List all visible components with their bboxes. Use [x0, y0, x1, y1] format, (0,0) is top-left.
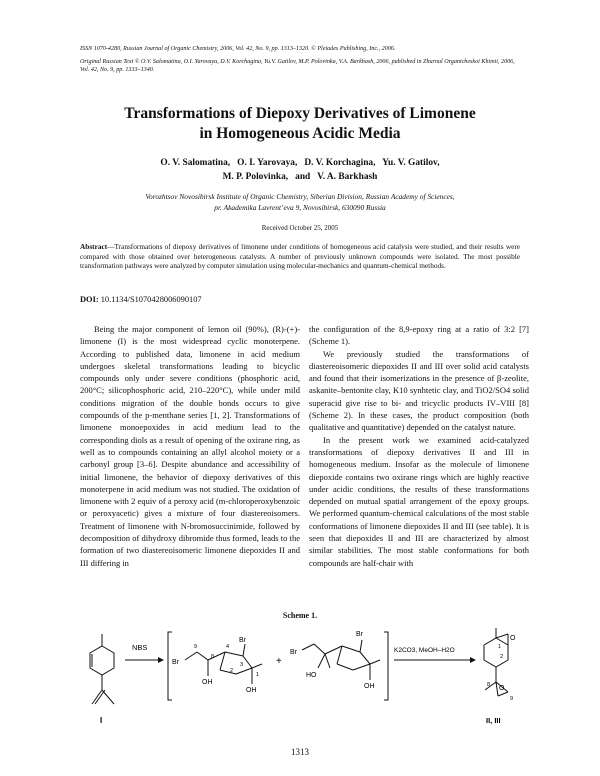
atom-number: 9: [510, 696, 514, 702]
right-column: [309, 323, 529, 569]
atom-o: O: [510, 635, 516, 642]
title-line-1: Transformations of Diepoxy Derivatives of Limonene: [124, 105, 476, 122]
atom-number: 3: [240, 662, 244, 668]
affiliation: [70, 192, 530, 213]
atom-br: Br: [356, 631, 363, 638]
atom-br: Br: [239, 637, 246, 644]
authors-line-1: O. V. Salomatina, O. I. Yarovaya, D. V. Korchagina, Yu. V. Gatilov,: [160, 158, 440, 168]
body-paragraph: the configuration of the 8,9-epoxy ring at a ratio of 3:2 [7] (Scheme 1).: [309, 324, 529, 347]
affiliation-line-1: Vorozhtsov Novosibirsk Institute of Organic Chemistry, Siberian Division, Russian Academy of Sciences,: [145, 192, 455, 201]
authors-line-2: M. P. Polovinka, and V. A. Barkhash: [222, 172, 378, 182]
reagent-nbs: NBS: [132, 643, 148, 652]
atom-oh: OH: [202, 679, 213, 686]
body-paragraph: We previously studied the transformations of diastereoisomeric diepoxides II and III over solid acid catalysts and found that their isomerizations in the presence of β-zeolite, askanite–bentonite clay, K10 synhtetic clay, and TiO2/SO4 solid superacid give rise to bi- and tricyclic products IV–VIII [8] (Scheme 2). In these cases, the product composition (both qualitative and quantitative) depended on the catalyst nature.: [309, 348, 529, 433]
doi-label: DOI:: [80, 295, 99, 304]
affiliation-line-2: pr. Akademika Lavrent’eva 9, Novosibirsk, 630090 Russia: [214, 202, 386, 212]
atom-number: 2: [500, 654, 504, 660]
body-paragraph: Being the major component of lemon oil (90%), (R)-(+)-limonene (I) is the most widespread cyclic monoterpene. According to published data, limonene in acid medium undergoes skeletal transformations leading to bicyclic compounds only under severe conditions (phosphoric acid, 200°C; silicophosphoric acid, 210–220°C), while under mild conditions migration of the double bonds occurs to give compounds of the p-menthane series [1, 2]. Transformations of limonene monoepoxides in acid medium lead to the corresponding diols as a result of opening of the oxirane ring, as well as to compounds containing an allyl alcohol moiety or a carbonyl group [3–6]. Despite abundance and accessibility of initial limonene, the behavior of diepoxy derivatives of this monoterpene in acid medium was not studied. The oxidation of limonene with 2 equiv of a peroxy acid (m-chloroperoxybenzoic or peroxyacetic) gives a mixture of four diastereoisomers. Treatment of limonene with N-bromosuccinimide, followed by decomposition of dihydroxy dibromide thus formed, leads to the formation of two diastereoisomeric limonene diepoxides II and III differing in: [80, 324, 300, 568]
atom-number: 1: [256, 672, 260, 678]
right-bracket: [384, 632, 388, 700]
atom-ho: HO: [306, 672, 317, 679]
article-title: [60, 104, 540, 144]
atom-br: Br: [172, 659, 179, 666]
title-line-2: in Homogeneous Acidic Media: [199, 125, 401, 142]
limonene-structure: [90, 634, 114, 704]
left-bracket: [168, 632, 172, 700]
original-text-line: Original Russian Text © O.V. Salomatina, O.I. Yarovaya, D.V. Korchagina, Yu.V. Gatilov, M.P. Polovinka, V.A. Barkhash, 2006, published in Zhurnal Organicheskoi Khimii, 2006, Vol. 42, No. 9, pp. 1333–1340.: [80, 59, 515, 74]
doi-link[interactable]: 10.1134/S1070428006090107: [100, 295, 202, 304]
atom-br: Br: [290, 649, 297, 656]
doi-line: [80, 295, 520, 304]
arrow-head-1: [158, 657, 164, 663]
atom-number: 9: [194, 644, 198, 650]
atom-oh: OH: [364, 683, 375, 690]
atom-number: 8: [487, 682, 491, 688]
bromohydrin-structure-1: [185, 644, 262, 684]
received-date: Received October 25, 2005: [261, 224, 339, 232]
arrow-head-2: [470, 657, 476, 663]
atom-number: 2: [230, 668, 234, 674]
body-paragraph: In the present work we examined acid-catalyzed transformations of diepoxy derivatives II and III in homogeneous medium. Insofar as the molecule of limonene diepoxide contains two oxirane rings which are highly reactive under acidic conditions, the results of these transformations depended on mutual spatial arrangement of the epoxy groups. We performed quantum-chemical calculations of the most stable conformations of limonene diepoxides II and III (see table). It is seen that diepoxides II and III are characterized by almost similar stabilities. The most stable conformations for both compounds are half-chair with: [309, 434, 529, 568]
compound-label-II-III: II, III: [486, 716, 501, 725]
scheme-1-diagram: [80, 620, 520, 730]
atom-number: 1: [498, 644, 502, 650]
atom-oh: OH: [246, 687, 257, 694]
abstract-text: —Transformations of diepoxy derivatives of limonene under conditions of homogeneous acid catalysis were studied, and their results were compared with those obtained over heterogeneous catalysts. A number of previously unknown compounds were isolated. The most possible transformation pathways were analyzed by computer simulation using molecular-mechanics and quantum-chemical methods.: [80, 242, 520, 271]
left-column: [80, 323, 300, 569]
journal-citation-line: ISSN 1070-4280, Russian Journal of Organic Chemistry, 2006, Vol. 42, No. 9, pp. 1313–1320. © Pleiades Publishing, Inc., 2006.: [80, 46, 396, 52]
reagent-k2co3: K2CO3, MeOH–H2O: [394, 647, 455, 654]
atom-number: 8: [211, 654, 215, 660]
atom-number: 4: [226, 644, 230, 650]
compound-label-I: I: [100, 716, 103, 725]
abstract-label: Abstract: [80, 242, 108, 251]
atom-o: O: [499, 685, 505, 692]
author-list: [70, 156, 530, 184]
scheme-label: Scheme 1.: [282, 611, 318, 620]
plus-sign: +: [276, 656, 282, 667]
abstract: [80, 242, 520, 271]
page-number: 1313: [291, 747, 309, 757]
